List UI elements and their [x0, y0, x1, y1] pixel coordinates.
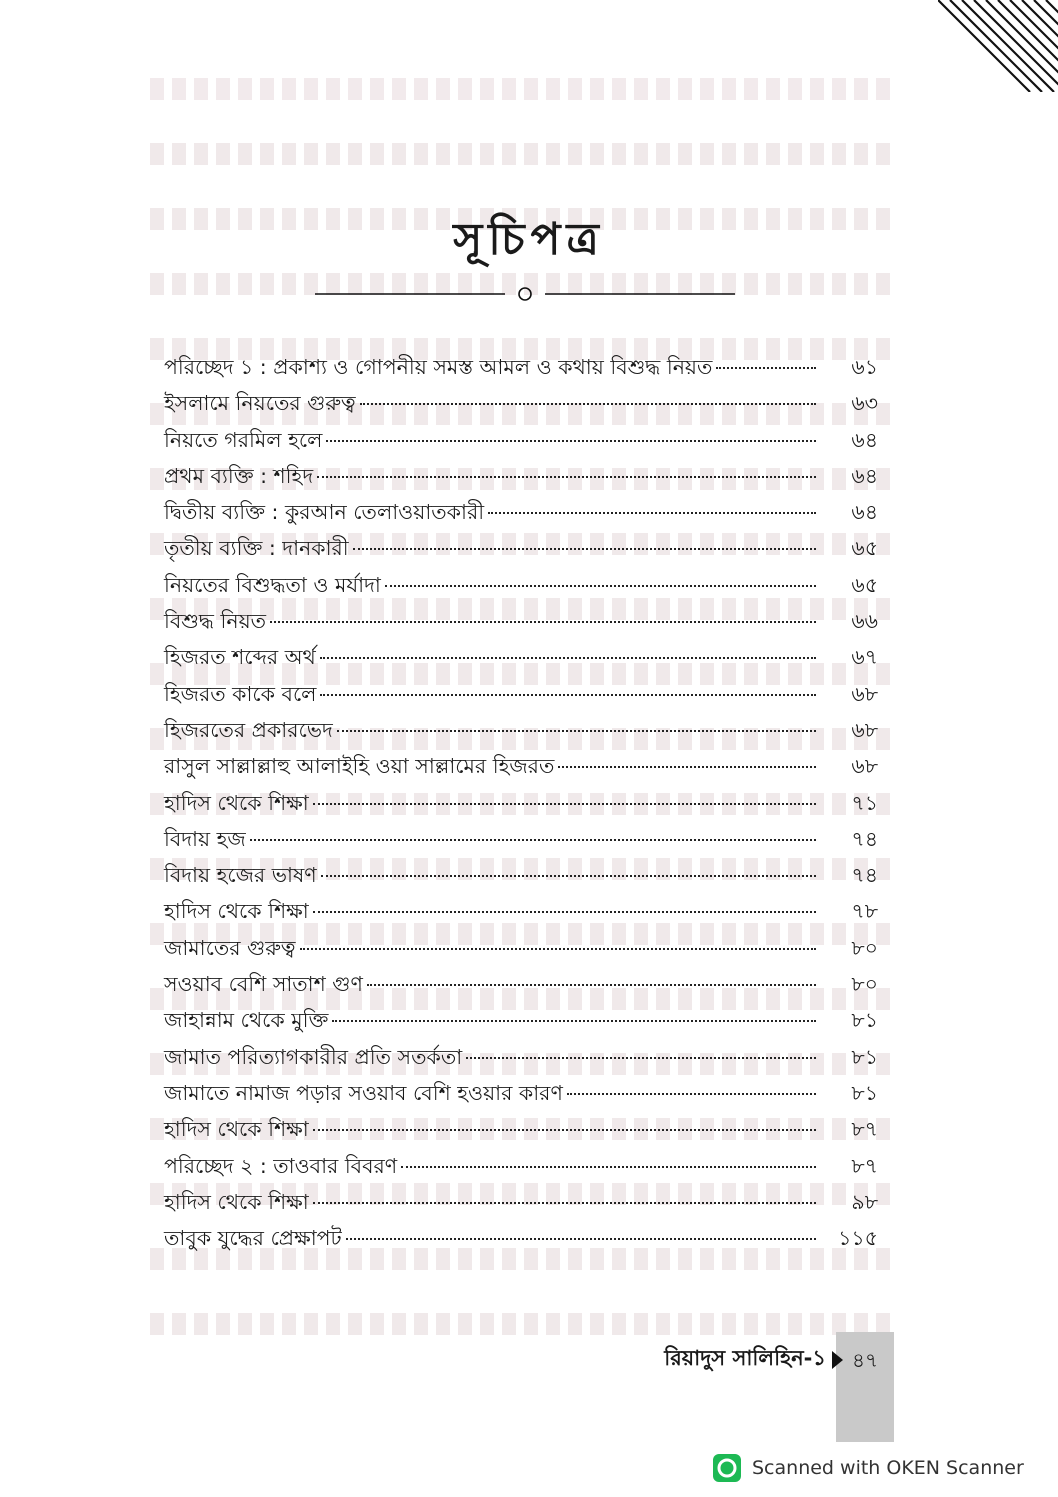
dot-leader: [321, 875, 816, 877]
scanner-watermark: [712, 1453, 1024, 1483]
toc-entry: [164, 966, 878, 1002]
toc-entry-title: বিদায় হজের ভাষণ: [164, 863, 317, 888]
toc-entry-title: হিজরত শব্দের অর্থ: [164, 645, 316, 670]
toc-entry-page: ৭৪: [851, 863, 878, 888]
toc-entry-page: ১১৫: [838, 1226, 878, 1251]
toc-entry: [164, 1039, 878, 1075]
toc-entry: [164, 785, 878, 821]
dot-leader: [270, 621, 816, 623]
toc-entry-page: ৮০: [851, 972, 878, 997]
toc-entry-title: জামাতে নামাজ পড়ার সওয়াব বেশি হওয়ার কারণ: [164, 1080, 563, 1105]
dot-leader: [353, 548, 816, 550]
toc-entry-page: ৮১: [851, 1044, 878, 1069]
toc-entry-page: ৬৮: [851, 717, 878, 742]
dot-leader: [401, 1166, 816, 1168]
toc-entry-title: জামাত পরিত্যাগকারীর প্রতি সতর্কতা: [164, 1044, 463, 1069]
toc-entry-title: হিজরত কাকে বলে: [164, 681, 317, 706]
toc-entry: [164, 857, 878, 893]
toc-entry: [164, 1184, 878, 1220]
toc-entry: [164, 821, 878, 857]
toc-entry-page: ৮১: [851, 1008, 878, 1033]
toc-entry-page: ৬৪: [851, 427, 878, 452]
toc-entry-page: ৭৮: [851, 899, 878, 924]
toc-entry-page: ৭৪: [851, 826, 878, 851]
toc-entry-title: হাদিস থেকে শিক্ষা: [164, 899, 309, 924]
toc-entry-page: ৬৫: [851, 536, 878, 561]
toc-entry: [164, 385, 878, 421]
dot-leader: [567, 1093, 816, 1095]
toc-entry: [164, 639, 878, 675]
toc-entry: [164, 530, 878, 566]
toc-entry-title: পরিচ্ছেদ ২ : তাওবার বিবরণ: [164, 1153, 398, 1178]
toc-entry-page: ৬৭: [851, 645, 878, 670]
scanner-text: Scanned with OKEN Scanner: [752, 1457, 1024, 1479]
toc-entry: [164, 1002, 878, 1038]
page-title: সূচিপত্র: [453, 214, 605, 265]
toc-entry-page: ৬৫: [851, 572, 878, 597]
toc-entry-title: হাদিস থেকে শিক্ষা: [164, 1189, 309, 1214]
toc-entry: [164, 1111, 878, 1147]
toc-entry: [164, 349, 878, 385]
toc-entry-title: তাবুক যুদ্ধের প্রেক্ষাপট: [164, 1226, 342, 1251]
running-footer: [664, 1342, 843, 1377]
dot-leader: [466, 1057, 816, 1059]
toc-entry-page: ৬৬: [851, 609, 878, 634]
toc-entry-page: ৬৩: [851, 391, 878, 416]
toc-entry: [164, 1075, 878, 1111]
dot-leader: [320, 657, 816, 659]
dot-leader: [385, 585, 816, 587]
toc-entry-title: বিশুদ্ধ নিয়ত: [164, 609, 267, 634]
toc-entry: [164, 1148, 878, 1184]
toc-entry-page: ৬৪: [851, 500, 878, 525]
toc-entry-page: ৮৭: [851, 1153, 878, 1178]
dot-leader: [250, 839, 816, 841]
toc-entry-title: হাদিস থেকে শিক্ষা: [164, 1117, 309, 1142]
toc-entry-title: ইসলামে নিয়তের গুরুত্ব: [164, 391, 356, 416]
toc-entry: [164, 494, 878, 530]
toc-entry-page: ৮১: [851, 1080, 878, 1105]
toc-entry-page: ৮৭: [851, 1117, 878, 1142]
dot-leader: [317, 476, 816, 478]
toc-entry-page: ৬১: [851, 355, 878, 379]
dot-leader: [313, 1202, 816, 1204]
dot-leader: [332, 1020, 816, 1022]
toc-entry: [164, 1220, 878, 1256]
oken-scanner-logo-icon: [712, 1453, 742, 1483]
page-number: ৪৭: [852, 1348, 878, 1372]
toc-entry-title: হাদিস থেকে শিক্ষা: [164, 790, 309, 815]
toc-entry-title: পরিচ্ছেদ ১ : প্রকাশ্য ও গোপনীয় সমস্ত আমল ও কথায় বিশুদ্ধ নিয়ত: [164, 355, 713, 379]
dot-leader: [558, 766, 816, 768]
toc-entry-title: তৃতীয় ব্যক্তি : দানকারী: [164, 536, 349, 561]
toc-entry-page: ৬৮: [851, 681, 878, 706]
toc-entry-page: ৬৮: [851, 754, 878, 779]
corner-stripes-decoration: [938, 0, 1058, 92]
toc-entry-title: জাহান্নাম থেকে মুক্তি: [164, 1008, 329, 1033]
toc-entry-title: হিজরতের প্রকারভেদ: [164, 717, 333, 742]
dot-leader: [367, 984, 816, 986]
toc-entry: [164, 603, 878, 639]
toc-entry-title: জামাতের গুরুত্ব: [164, 935, 296, 960]
title-divider-ornament: [315, 283, 735, 305]
table-of-contents: [164, 349, 878, 1256]
toc-entry-title: নিয়তে গরমিল হলে: [164, 427, 323, 452]
toc-entry: [164, 748, 878, 784]
dot-leader: [360, 403, 816, 405]
toc-entry-title: সওয়াব বেশি সাতাশ গুণ: [164, 972, 363, 997]
dot-leader: [313, 803, 816, 805]
dot-leader: [337, 730, 816, 732]
toc-entry-title: দ্বিতীয় ব্যক্তি : কুরআন তেলাওয়াতকারী: [164, 500, 485, 525]
dot-leader: [320, 694, 816, 696]
toc-entry-title: রাসুল সাল্লাল্লাহু আলাইহি ওয়া সাল্লামের হিজরত: [164, 754, 555, 779]
dot-leader: [716, 367, 816, 369]
dot-leader: [313, 911, 816, 913]
toc-entry: [164, 676, 878, 712]
book-title: রিয়াদুস সালিহিন-১: [664, 1346, 826, 1370]
toc-entry: [164, 930, 878, 966]
dot-leader: [326, 440, 816, 442]
toc-entry-title: বিদায় হজ: [164, 826, 246, 851]
toc-entry: [164, 567, 878, 603]
toc-entry-title: প্রথম ব্যক্তি : শহিদ: [164, 463, 314, 488]
dot-leader: [488, 512, 816, 514]
toc-entry-page: ৭১: [851, 790, 878, 815]
toc-entry-page: ৬৪: [851, 463, 878, 488]
dot-leader: [300, 948, 816, 950]
dot-leader: [346, 1238, 816, 1240]
dot-leader: [313, 1129, 816, 1131]
toc-entry: [164, 458, 878, 494]
toc-entry-title: নিয়তের বিশুদ্ধতা ও মর্যাদা: [164, 572, 381, 597]
toc-entry: [164, 422, 878, 458]
toc-entry: [164, 712, 878, 748]
toc-entry-page: ৮০: [851, 935, 878, 960]
toc-entry-page: ৯৮: [851, 1189, 878, 1214]
toc-entry: [164, 893, 878, 929]
